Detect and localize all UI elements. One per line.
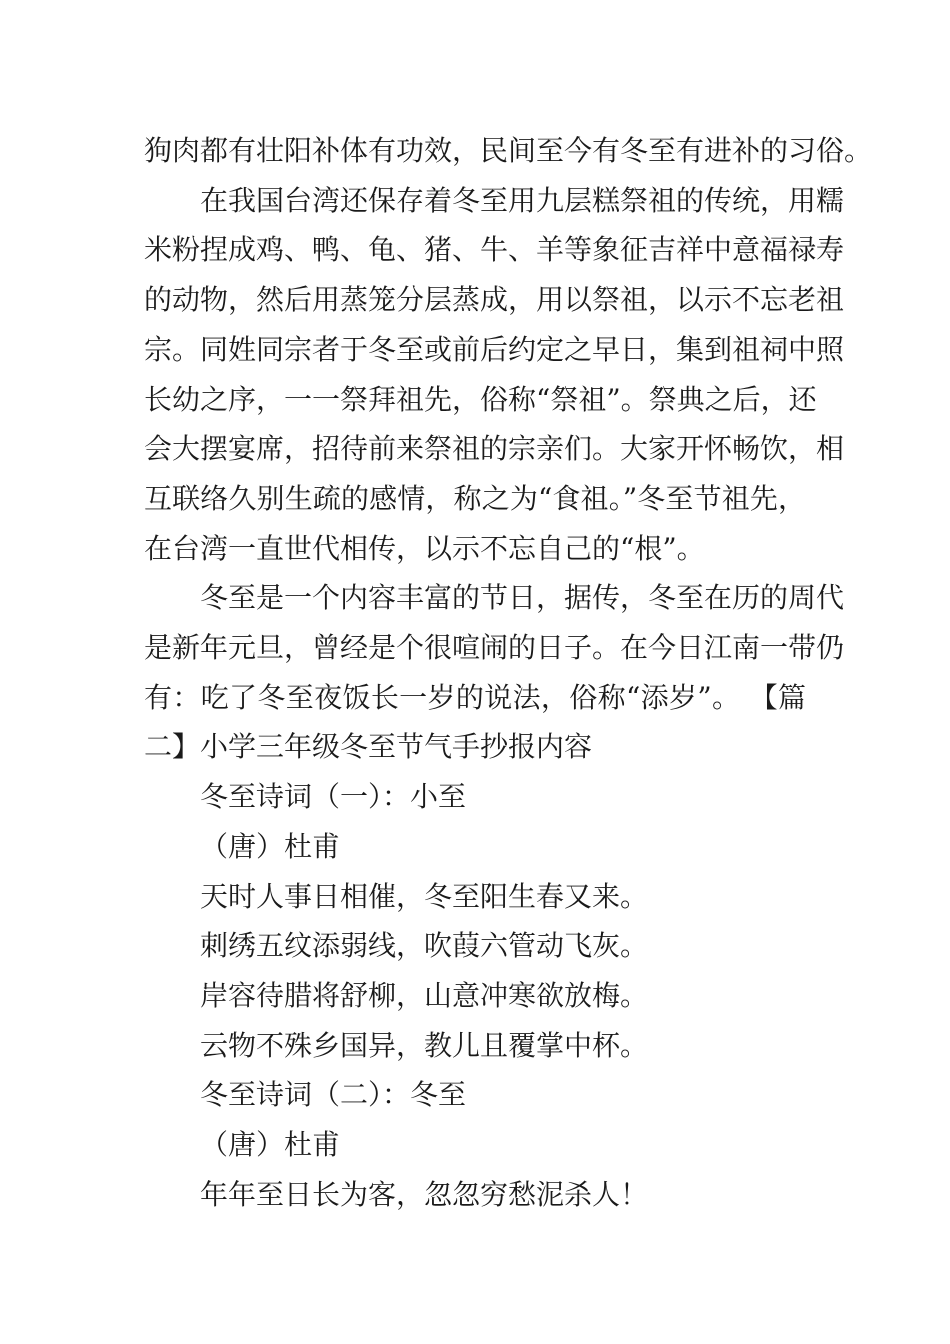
poem-verse: 岸容待腊将舒柳，山意冲寒欲放梅。 [200, 978, 649, 1012]
poem-verse: 刺绣五纹添弱线，吹葭六管动飞灰。 [200, 929, 649, 963]
text-line: 会大摆宴席，招待前来祭祖的宗亲们。大家开怀畅饮，相 [144, 432, 845, 466]
poem-verse: 云物不殊乡国异，教儿且覆掌中杯。 [200, 1028, 649, 1062]
text-line: 在我国台湾还保存着冬至用九层糕祭祖的传统，用糯 [200, 183, 845, 217]
text-line: 有：吃了冬至夜饭长一岁的说法，俗称“添岁”。 【篇 [144, 680, 806, 714]
poem-author: （唐）杜甫 [200, 1128, 341, 1162]
poem-title: 冬至诗词（一）：小至 [200, 780, 467, 814]
poem-author: （唐）杜甫 [200, 829, 341, 863]
paragraph [144, 176, 845, 574]
poem-title: 冬至诗词（二）：冬至 [200, 1078, 467, 1112]
paragraph [144, 573, 845, 772]
paragraph [144, 126, 873, 176]
poem-section [144, 772, 806, 1219]
text-line: 米粉捏成鸡、鸭、龟、猪、牛、羊等象征吉祥中意福禄寿 [144, 233, 845, 267]
text-line: 互联络久别生疏的感情，称之为“食祖。”冬至节祖先， [144, 481, 806, 515]
text-line: 宗。同姓同宗者于冬至或前后约定之早日，集到祖祠中照 [144, 332, 845, 366]
document-body [144, 126, 873, 1219]
text-line: 狗肉都有壮阳补体有功效，民间至今有冬至有进补的习俗。 [144, 134, 873, 167]
text-line: 是新年元旦，曾经是个很喧闹的日子。在今日江南一带仍 [144, 631, 845, 665]
text-line: 冬至是一个内容丰富的节日，据传，冬至在历的周代 [200, 581, 845, 615]
poem-verse: 天时人事日相催，冬至阳生春又来。 [200, 879, 649, 913]
text-line: 的动物，然后用蒸笼分层蒸成，用以祭祖，以示不忘老祖 [144, 283, 845, 317]
text-line: 二】小学三年级冬至节气手抄报内容 [144, 730, 593, 764]
text-line: 在台湾一直世代相传，以示不忘自己的“根”。 [144, 531, 705, 565]
poem-verse: 年年至日长为客，忽忽穷愁泥杀人！ [200, 1177, 649, 1211]
text-line: 长幼之序，一一祭拜祖先，俗称“祭祖”。祭典之后，还 [144, 382, 817, 416]
